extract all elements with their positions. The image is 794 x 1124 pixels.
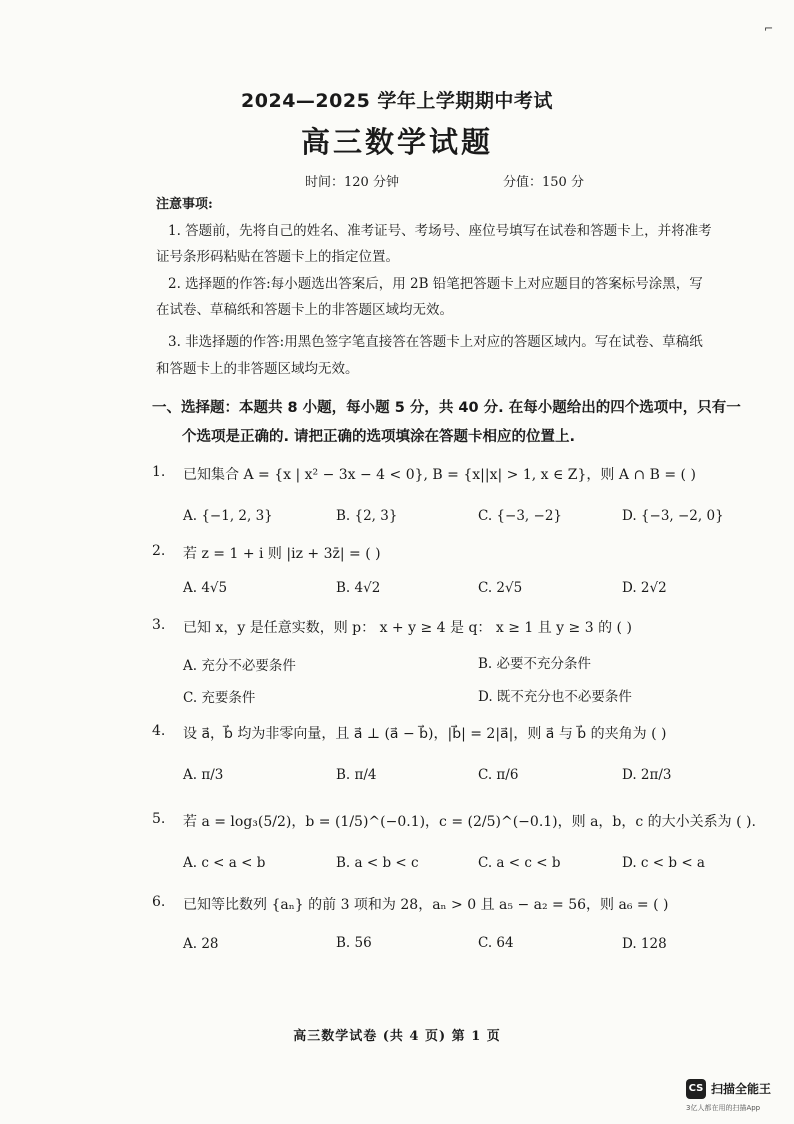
page-footer: 高三数学试卷 (共 4 页) 第 1 页 [293,1029,501,1044]
question-4-option-d: D. 2π/3 [622,767,672,783]
notes-title: 注意事项: [156,197,213,212]
scanner-tagline: 3亿人都在用的扫描App [686,1104,761,1112]
question-1-text: 已知集合 A = {x | x² − 3x − 4 < 0}, B = {x||x| > 1, x ∈ Z}，则 A ∩ B = ( ) [183,467,696,483]
question-5-option-a: A. c < a < b [183,855,266,871]
question-6-text: 已知等比数列 {aₙ} 的前 3 项和为 28，aₙ > 0 且 a₅ − a₂ = 56，则 a₆ = ( ) [183,897,669,913]
question-2-option-b: B. 4√2 [336,580,381,596]
question-4-number: 4. [152,723,166,739]
question-4-text: 设 a⃗，b⃗ 均为非零向量，且 a⃗ ⊥ (a⃗ − b⃗)，|b⃗| = 2|a⃗|，则 a⃗ 与 b⃗ 的夹角为 ( ) [183,726,667,742]
question-5-option-d: D. c < b < a [622,855,705,871]
section-1-line-1: 一、选择题：本题共 8 小题，每小题 5 分，共 40 分. 在每小题给出的四个选项中，只有一 [152,400,741,416]
exam-score: 分值：150 分 [503,175,584,190]
question-6-option-b: B. 56 [336,935,372,951]
question-3-number: 3. [152,617,166,633]
note-2-line-2: 在试卷、草稿纸和答题卡上的非答题区域均无效。 [156,302,453,318]
question-1-option-b: B. {2, 3} [336,508,398,524]
note-2-line-1: 2. 选择题的作答:每小题选出答案后，用 2B 铅笔把答题卡上对应题目的答案标号涂黑，写 [168,276,703,292]
question-5-text: 若 a = log₃(5/2)，b = (1/5)^(−0.1)，c = (2/5)^(−0.1)，则 a，b，c 的大小关系为 ( ). [183,814,756,830]
question-5-number: 5. [152,811,166,827]
question-6-option-a: A. 28 [183,936,219,952]
question-5-option-b: B. a < b < c [336,855,419,871]
question-6-number: 6. [152,894,166,910]
note-3-line-2: 和答题卡上的非答题区域均无效。 [156,361,359,377]
question-3-option-d: D. 既不充分也不必要条件 [478,689,632,705]
question-2-option-c: C. 2√5 [478,580,523,596]
question-6-option-d: D. 128 [622,936,667,952]
question-4-option-c: C. π/6 [478,767,519,783]
exam-time: 时间：120 分钟 [305,175,399,190]
subject-title: 高三数学试题 [300,125,493,159]
question-5-option-c: C. a < c < b [478,855,561,871]
question-1-option-d: D. {−3, −2, 0} [622,508,724,524]
question-6-option-c: C. 64 [478,935,514,951]
note-1-line-1: 1. 答题前，先将自己的姓名、准考证号、考场号、座位号填写在试卷和答题卡上，并将准考 [168,223,712,239]
question-4-option-b: B. π/4 [336,767,377,783]
question-2-number: 2. [152,543,166,559]
corner-mark: ⌐ [764,22,774,35]
question-3-option-b: B. 必要不充分条件 [478,656,592,672]
exam-title: 2024—2025 学年上学期期中考试 [241,90,553,112]
question-1-option-c: C. {−3, −2} [478,508,562,524]
question-3-option-a: A. 充分不必要条件 [183,658,296,674]
question-3-option-c: C. 充要条件 [183,690,256,706]
note-1-line-2: 证号条形码粘贴在答题卡上的指定位置。 [156,249,399,265]
note-3-line-1: 3. 非选择题的作答:用黑色签字笔直接答在答题卡上对应的答题区域内。写在试卷、草稿纸 [168,334,703,350]
scanner-name: 扫描全能王 [711,1082,772,1096]
section-1-line-2: 个选项是正确的. 请把正确的选项填涂在答题卡相应的位置上. [182,429,576,445]
question-1-option-a: A. {−1, 2, 3} [183,508,273,524]
question-2-option-a: A. 4√5 [183,580,228,596]
question-4-option-a: A. π/3 [183,767,224,783]
question-3-text: 已知 x，y 是任意实数，则 p： x + y ≥ 4 是 q： x ≥ 1 且 y ≥ 3 的 ( ) [183,620,632,636]
scanner-logo-icon: CS [686,1079,706,1099]
question-2-text: 若 z = 1 + i 则 |iz + 3z̄| = ( ) [183,546,381,562]
question-1-number: 1. [152,464,166,480]
question-2-option-d: D. 2√2 [622,580,667,596]
